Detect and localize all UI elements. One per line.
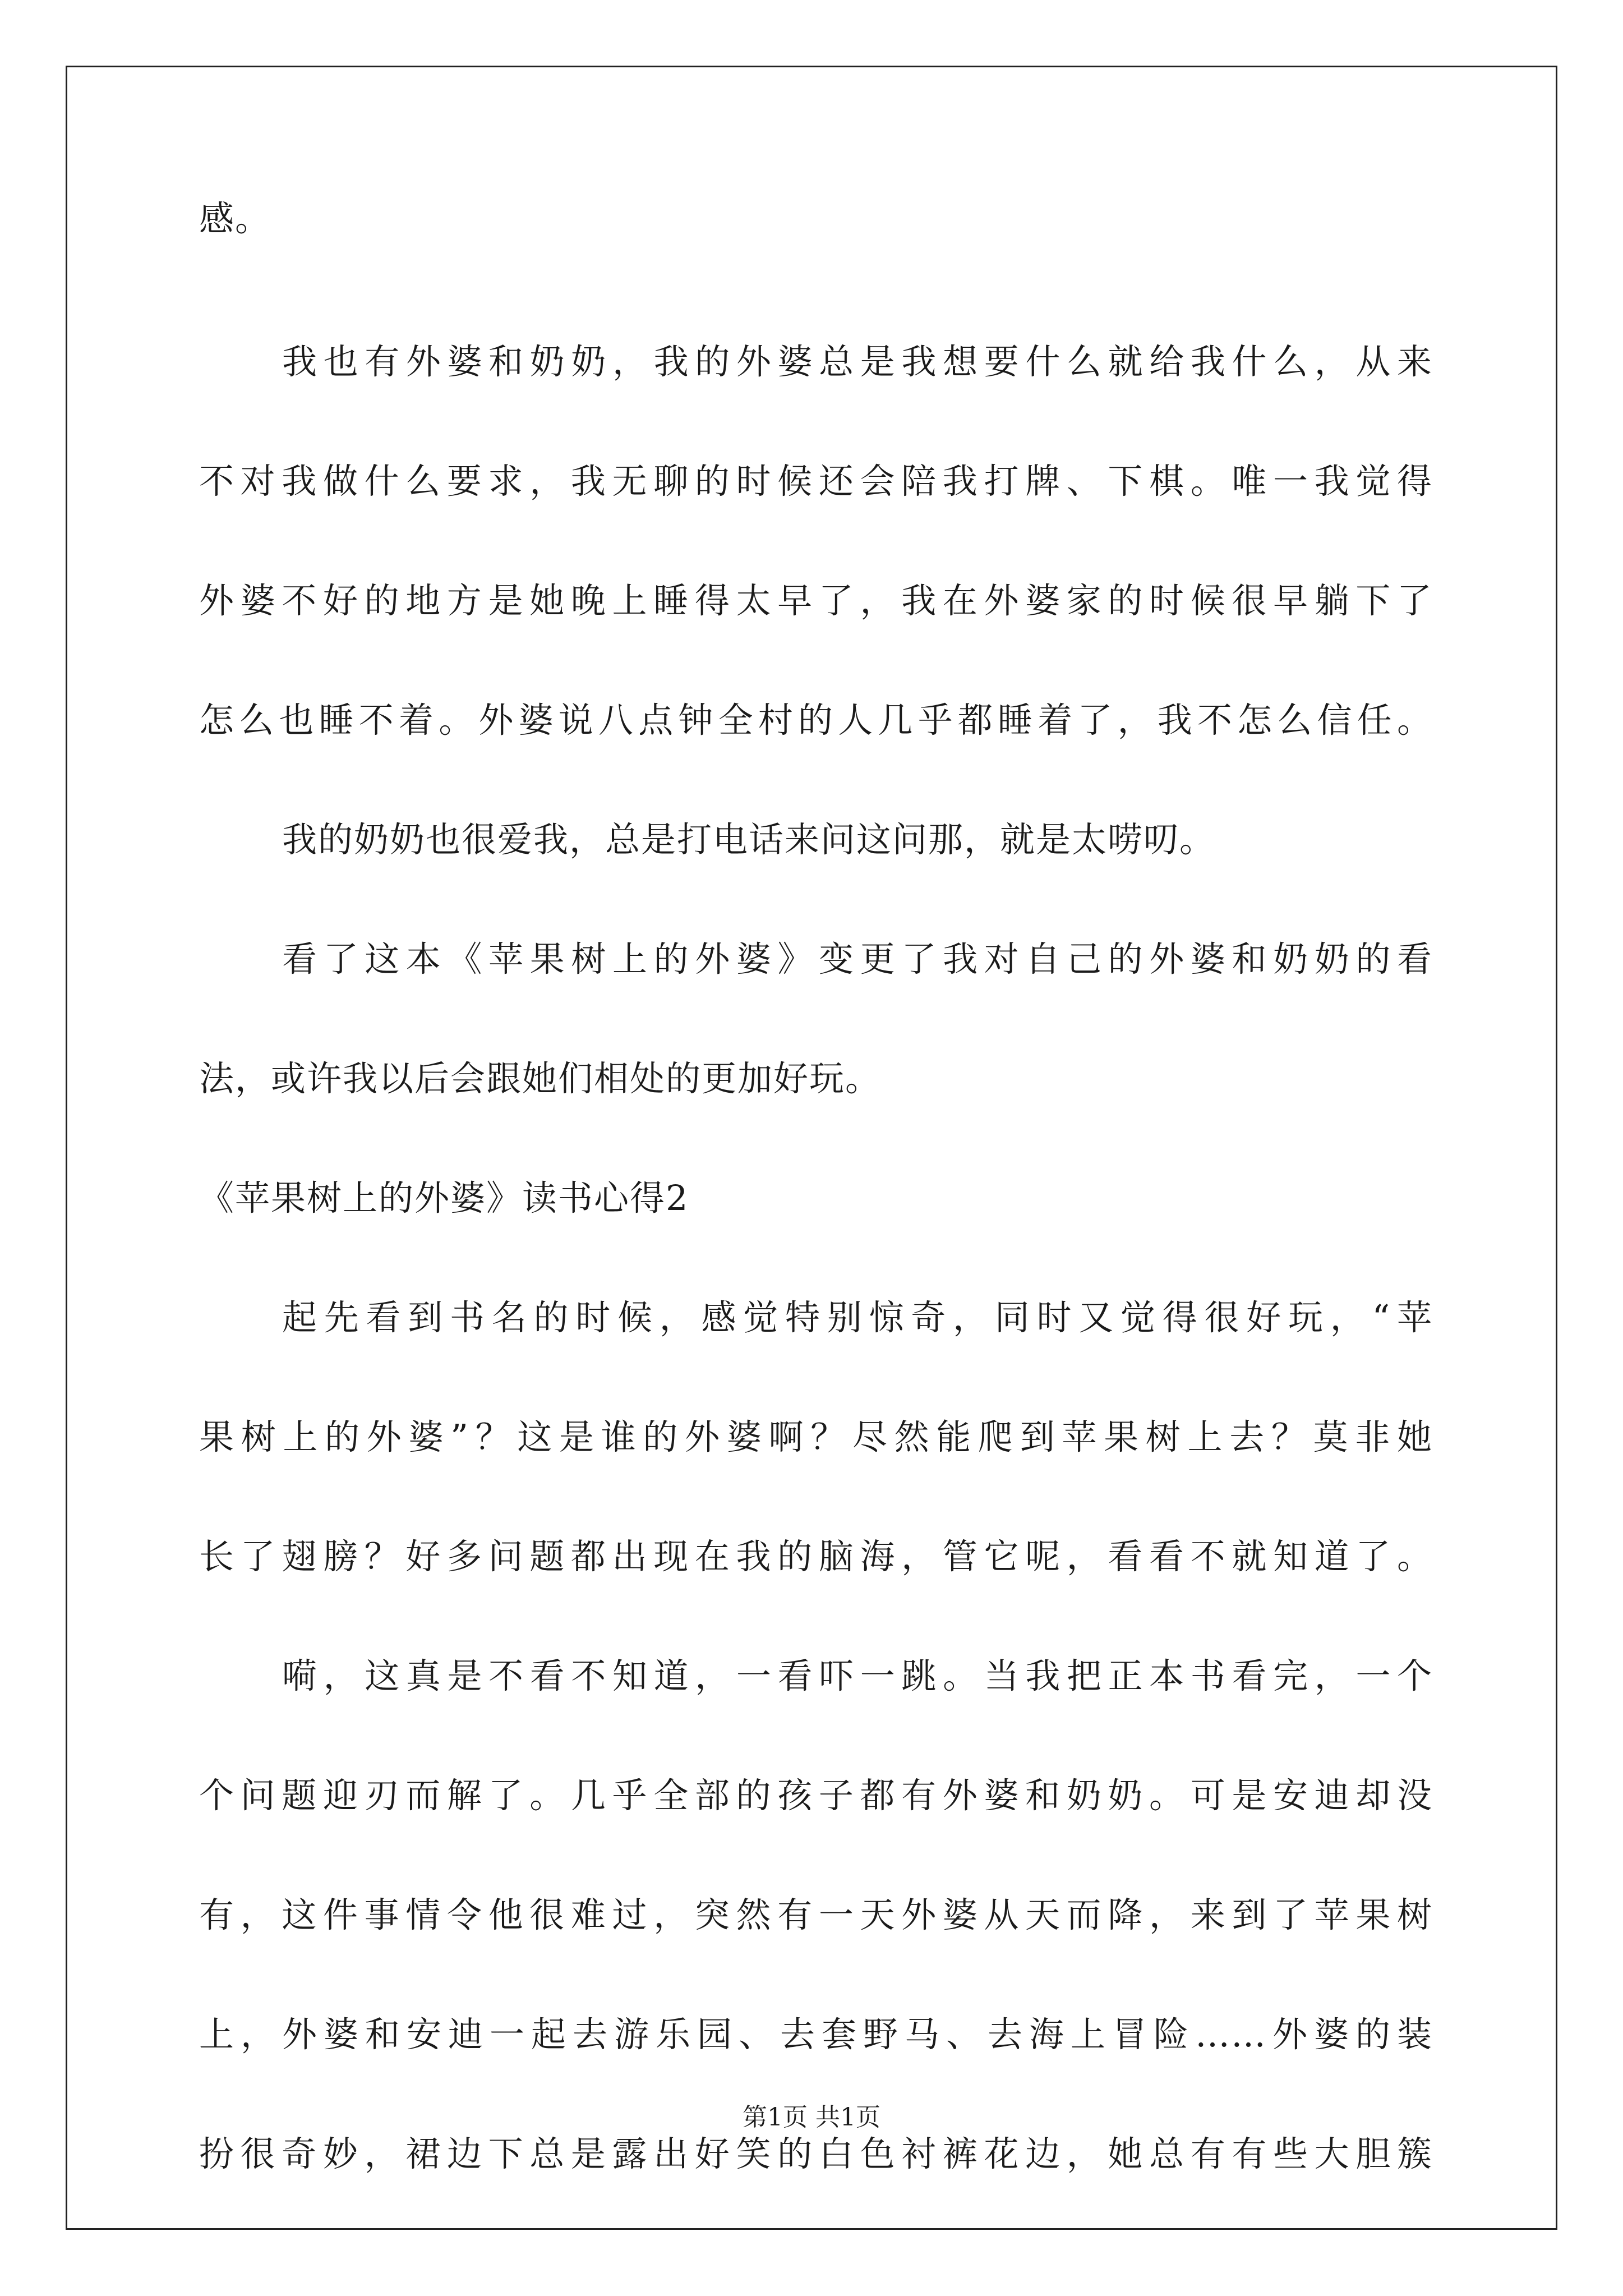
text-line: 扮很奇妙，裙边下总是露出好笑的白色衬裤花边，她总有有些大胆簇 bbox=[199, 2133, 1433, 2174]
paragraph-first-line: 我的奶奶也很爱我，总是打电话来问这问那，就是太唠叨。 bbox=[282, 819, 1216, 860]
text-line: 法，或许我以后会跟她们相处的更加好玩。 bbox=[199, 1058, 882, 1099]
text-line: 怎么也睡不着。外婆说八点钟全村的人几乎都睡着了，我不怎么信任。 bbox=[199, 700, 1433, 740]
text-line: 长了翅膀？好多问题都出现在我的脑海，管它呢，看看不就知道了。 bbox=[199, 1536, 1433, 1577]
text-line: 个问题迎刃而解了。几乎全部的孩子都有外婆和奶奶。可是安迪却没 bbox=[199, 1775, 1433, 1816]
paragraph-first-line: 看了这本《苹果树上的外婆》变更了我对自己的外婆和奶奶的看 bbox=[282, 938, 1433, 979]
paragraph-first-line: 我也有外婆和奶奶，我的外婆总是我想要什么就给我什么，从来 bbox=[282, 341, 1433, 382]
paragraph-first-line: 起先看到书名的时候，感觉特别惊奇，同时又觉得很好玩，“苹 bbox=[282, 1297, 1433, 1338]
text-line: 感。 bbox=[199, 198, 271, 239]
text-line: 上，外婆和安迪一起去游乐园、去套野马、去海上冒险……外婆的装 bbox=[199, 2014, 1433, 2055]
text-line: 果树上的外婆”？这是谁的外婆啊？尽然能爬到苹果树上去？莫非她 bbox=[199, 1416, 1433, 1457]
text-line: 不对我做什么要求，我无聊的时候还会陪我打牌、下棋。唯一我觉得 bbox=[199, 461, 1433, 501]
text-line: 外婆不好的地方是她晚上睡得太早了，我在外婆家的时候很早躺下了 bbox=[199, 580, 1433, 621]
page-number-footer: 第1页 共1页 bbox=[743, 2103, 880, 2132]
section-heading: 《苹果树上的外婆》读书心得2 bbox=[199, 1177, 689, 1218]
text-line: 有，这件事情令他很难过，突然有一天外婆从天而降，来到了苹果树 bbox=[199, 1894, 1433, 1935]
paragraph-first-line: 嗬，这真是不看不知道，一看吓一跳。当我把正本书看完，一个 bbox=[282, 1655, 1433, 1696]
